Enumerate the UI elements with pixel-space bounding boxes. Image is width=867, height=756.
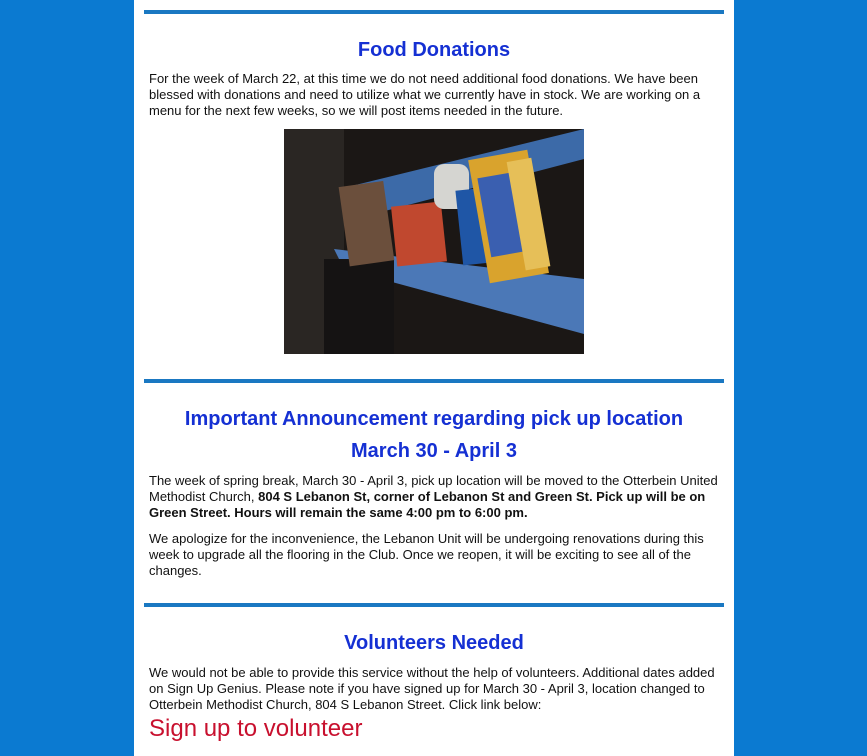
announcement-apology: We apologize for the inconvenience, the Lebanon Unit will be undergoing renovations during this week to upgrade all the flooring in the Club. Once we reopen, it will be exciting to see all of the changes. [149, 531, 704, 578]
volunteers-heading: Volunteers Needed [344, 632, 524, 654]
newsletter-content [134, 0, 734, 756]
food-donations-text: For the week of March 22, at this time we do not need additional food donations. We have been blessed with donations and need to utilize what we currently have in stock. We are working on a menu for the next few weeks, so we will post items needed in the future. [149, 71, 701, 118]
section-divider [144, 603, 724, 607]
announcement-text-plain: The week of spring break, March 30 - April 3, pick up location will be moved to the Otterbein United Methodist Church, [149, 473, 718, 504]
section-divider [144, 379, 724, 383]
sign-up-volunteer-link[interactable]: Sign up to volunteer [149, 715, 363, 742]
section-divider [144, 10, 724, 14]
announcement-text [149, 473, 721, 521]
food-donations-photo [284, 129, 584, 354]
announcement-dates: March 30 - April 3 [351, 440, 517, 462]
food-donations-heading: Food Donations [357, 39, 511, 61]
announcement-heading: Important Announcement regarding pick up location [184, 408, 684, 430]
announcement-text-bold: 804 S Lebanon St, corner of Lebanon St and Green St. Pick up will be on Green Street. Hours will remain the same 4:00 pm to 6:00 pm. [149, 489, 706, 520]
food-shelf-illustration [284, 129, 584, 354]
volunteers-text: We would not be able to provide this service without the help of volunteers. Additional dates added on Sign Up Genius. Please note if you have signed up for March 30 - April 3, location changed to Otterbein Methodist Church, 804 S Lebanon Street. Click link below: [149, 665, 715, 712]
